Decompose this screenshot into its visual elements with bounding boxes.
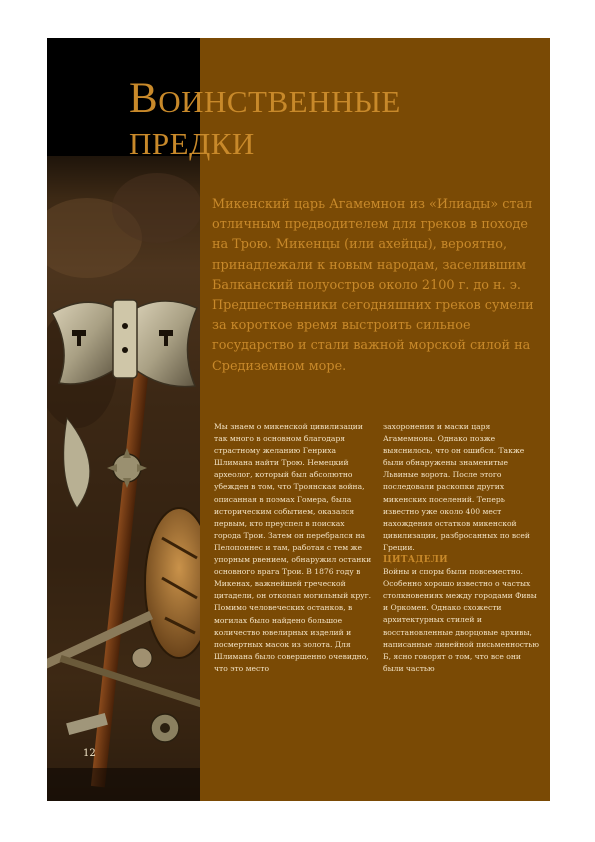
title-line-2: ПРЕДКИ <box>129 126 255 161</box>
section-heading: ЦИТАДЕЛИ <box>383 555 448 566</box>
body-column-1 <box>214 421 372 675</box>
column-2-text-continued: Войны и споры были повсеместно. Особенно хорошо известно о частых столкновениях между городами Фивы и Оркомен. Однако схожести архитектурных стилей и восстановленные дворцовые архивы, написанные линейной письменностью Б, ясно говорят о том, что все они были частью <box>383 567 539 673</box>
column-1-text: Мы знаем о микенской цивилизации так много в основном благодаря страстному желанию Генриха Шлимана найти Трою. Немецкий археолог, который был абсолютно убежден в том, что Троянская война, описанная в поэмах Гомера, была историческим событием, оказался первым, кто преуспел в поисках города Трои. Затем он перебрался на Пелопоннес и там, работая с тем же упорным рвением, обнаружил останки основного врага Трои. В 1876 году в Микенах, важнейшей греческой цитадели, он откопал могильный круг. Помимо человеческих останков, в могилах было найдено большое количество ювелирных изделий и посмертных масок из золота. Для Шлимана было совершенно очевидно, что это место <box>214 422 372 673</box>
title-line-1-rest: ОИНСТВЕННЫЕ <box>158 84 401 119</box>
column-2-text: захоронения и маски царя Агамемнона. Однако позже выяснилось, что он ошибся. Также были обнаружены знаменитые Львиные ворота. После этого последовали раскопки других микенских поселений. Теперь известно уже около 400 мест нахождения остатков микенской цивилизации, разбросанных по всей Греции. <box>383 422 530 552</box>
page-number: 12 <box>83 748 96 759</box>
title-drop-cap: В <box>129 75 159 122</box>
body-column-2 <box>383 421 543 675</box>
page <box>47 38 550 801</box>
title-line-1 <box>129 75 509 123</box>
page-title <box>129 75 509 165</box>
lead-paragraph: Микенский царь Агамемнон из «Илиады» стал отличным предводителем для греков в походе на Трою. Микенцы (или ахейцы), вероятно, принадлежали к новым народам, заселившим Балканский полуостров около 2100 г. до н. э. Предшественники сегодняшних греков сумели за короткое время выстроить сильное государство и стали важной морской силой на Средиземном море. <box>212 197 534 374</box>
